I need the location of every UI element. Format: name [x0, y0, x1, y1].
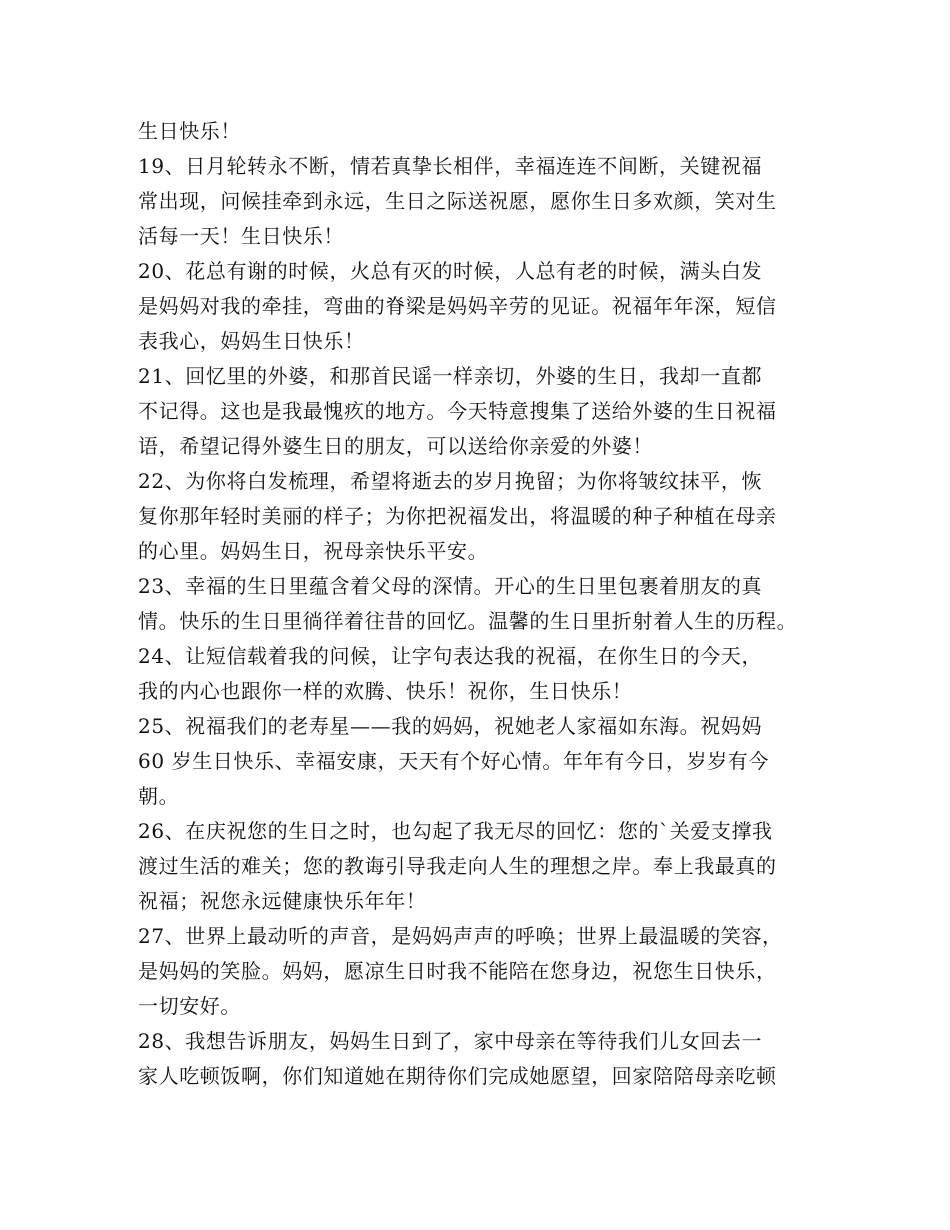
text-line: 25、祝福我们的老寿星——我的妈妈，祝她老人家福如东海。祝妈妈 — [138, 714, 763, 738]
document-body — [138, 114, 828, 1094]
text-line: 28、我想告诉朋友，妈妈生日到了，家中母亲在等待我们儿女回去一 — [138, 1029, 763, 1053]
text-line: 语，希望记得外婆生日的朋友，可以送给你亲爱的外婆！ — [138, 434, 653, 458]
text-line: 情。快乐的生日里徜徉着往昔的回忆。温馨的生日里折射着人生的历程。 — [138, 609, 798, 633]
text-line: 不记得。这也是我最愧疚的地方。今天特意搜集了送给外婆的生日祝福 — [138, 399, 777, 423]
text-line: 常出现，问候挂牵到永远，生日之际送祝愿，愿你生日多欢颜，笑对生 — [138, 189, 777, 213]
text-line: 表我心，妈妈生日快乐！ — [138, 329, 365, 353]
text-line: 活每一天！生日快乐！ — [138, 224, 344, 248]
text-line: 26、在庆祝您的生日之时，也勾起了我无尽的回忆：您的`关爱支撑我 — [138, 819, 773, 843]
text-line: 渡过生活的难关；您的教诲引导我走向人生的理想之岸。奉上我最真的 — [138, 854, 777, 878]
text-line: 的心里。妈妈生日，祝母亲快乐平安。 — [138, 539, 489, 563]
text-line: 祝福；祝您永远健康快乐年年！ — [138, 889, 427, 913]
text-line: 是妈妈的笑脸。妈妈，愿凉生日时我不能陪在您身边，祝您生日快乐， — [138, 959, 777, 983]
text-line: 一切安好。 — [138, 994, 241, 1018]
text-line: 家人吃顿饭啊，你们知道她在期待你们完成她愿望，回家陪陪母亲吃顿 — [138, 1064, 777, 1088]
text-line: 是妈妈对我的牵挂，弯曲的脊梁是妈妈辛劳的见证。祝福年年深，短信 — [138, 294, 777, 318]
text-line: 19、日月轮转永不断，情若真挚长相伴，幸福连连不间断，关键祝福 — [138, 154, 763, 178]
text-line: 60 岁生日快乐、幸福安康，天天有个好心情。年年有今日，岁岁有今 — [138, 749, 770, 773]
text-line: 23、幸福的生日里蕴含着父母的深情。开心的生日里包裹着朋友的真 — [138, 574, 763, 598]
text-line: 22、为你将白发梳理，希望将逝去的岁月挽留；为你将皱纹抹平，恢 — [138, 469, 763, 493]
text-line: 21、回忆里的外婆，和那首民谣一样亲切，外婆的生日，我却一直都 — [138, 364, 763, 388]
text-line: 我的内心也跟你一样的欢腾、快乐！祝你，生日快乐！ — [138, 679, 633, 703]
text-line: 朝。 — [138, 784, 180, 808]
text-line: 复你那年轻时美丽的样子；为你把祝福发出，将温暖的种子种植在母亲 — [138, 504, 777, 528]
text-line: 20、花总有谢的时候，火总有灭的时候，人总有老的时候，满头白发 — [138, 259, 763, 283]
text-line: 生日快乐！ — [138, 119, 241, 143]
text-line: 27、世界上最动听的声音，是妈妈声声的呼唤；世界上最温暖的笑容， — [138, 924, 783, 948]
text-line: 24、让短信载着我的问候，让字句表达我的祝福，在你生日的今天， — [138, 644, 763, 668]
